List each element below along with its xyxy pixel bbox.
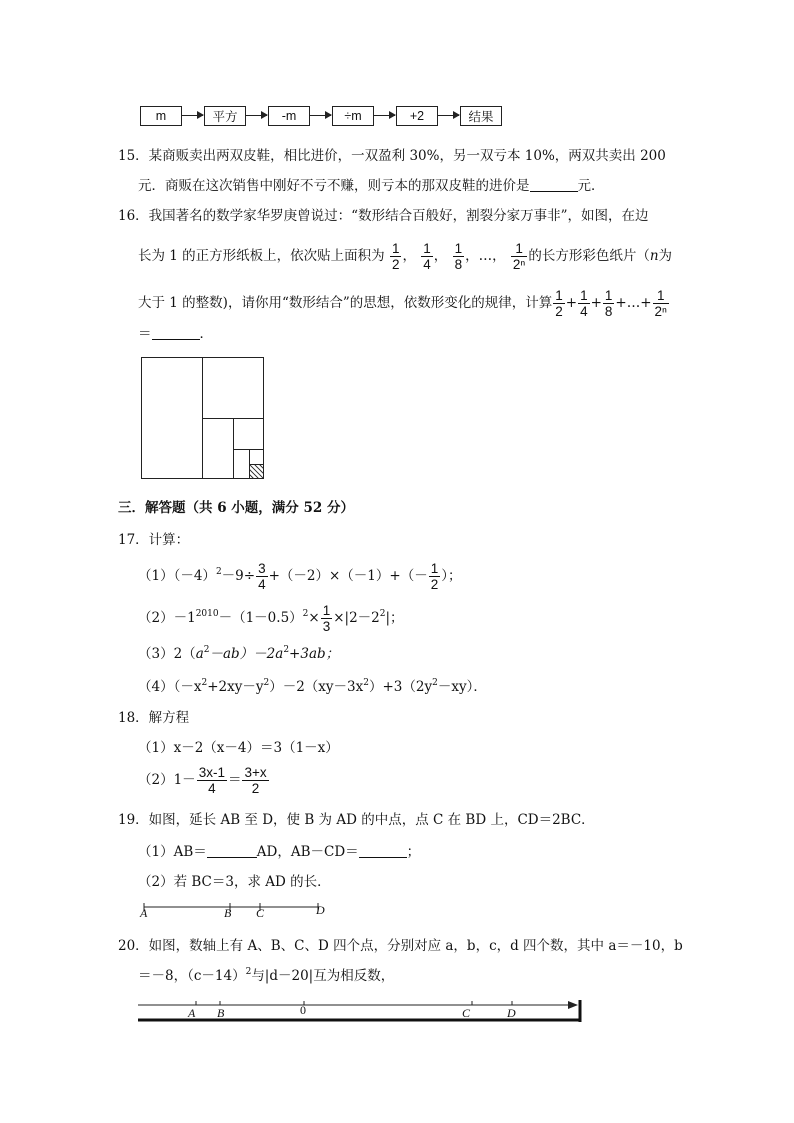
q16-line4: ＝ ． [138, 326, 213, 342]
flow-step-minus-m: -m [268, 106, 310, 126]
q17-part4: $(4)(-x^2+2xy-y^2)-2(xy-3x^2)+3(2y^2-xy)$． [138, 678, 487, 695]
segment-figure [138, 900, 338, 924]
axis-label-d: D [507, 1006, 516, 1020]
flow-arrow [246, 115, 267, 116]
q16-line1: 16．我国著名的数学家华罗庚曾说过：“数形结合百般好，割裂分家万事非”，如图，在边 [118, 208, 649, 224]
flow-step-square: 平方 [204, 106, 246, 126]
point-label-b: B [224, 906, 232, 920]
flow-step-result: 结果 [460, 106, 502, 126]
q15-text-end: 元． [577, 178, 605, 194]
fraction-3-plus-x-over-2: $\frac{3+x}{2}$ [244, 765, 267, 796]
q16-text: 大于 1 的整数)，请你用“数形结合”的思想，依数形变化的规律，计算 [138, 295, 553, 311]
q17-part1: $(1)(-4)^2-9\div$ $\frac{3}{4}$ +（－2）×（－1）+（－ $\frac{1}{2}$ ）； [138, 561, 462, 592]
flow-arrow [310, 115, 331, 116]
fraction-3-4: $\frac{3}{4}$ [258, 561, 266, 592]
flow-step-plus-2: +2 [396, 106, 438, 126]
fraction-1-2n: $\frac{1}{\text{2ⁿ}}$ [512, 241, 526, 272]
axis-label-b: B [217, 1006, 225, 1020]
q15-line2 [138, 176, 605, 196]
axis-label-c: C [462, 1006, 471, 1020]
q15-text: 元．商贩在这次销售中刚好不亏不赚，则亏本的那双皮鞋的进价是 [138, 178, 530, 194]
q16-text: 长为 1 的正方形纸板上，依次贴上面积为 [138, 248, 385, 264]
q19-part2: （2）若 BC＝3，求 AD 的长． [138, 874, 331, 890]
q17-part3: $(3)2(a^2-ab)-2a^2+3ab$； [138, 645, 340, 662]
q20-line1: 20．如图，数轴上有 A、B、C、D 四个点，分别对应 a，b，c，d 四个数，其中 a＝－10，b [118, 938, 683, 954]
q20-line2: ＝－8，$(c-14)^2$与|d－20|互为相反数， [138, 967, 395, 984]
point-label-c: C [256, 906, 265, 920]
q19-blank-2[interactable] [359, 843, 407, 858]
point-label-d: D [316, 903, 325, 917]
q19-line1: 19．如图，延长 AB 至 D，使 B 为 AD 的中点，点 C 在 BD 上，CD＝2BC． [118, 812, 595, 828]
flow-step-divide-m: ÷m [332, 106, 374, 126]
fraction-1-4: $\frac{1}{4}$ [423, 241, 431, 272]
flow-arrow [182, 115, 203, 116]
flow-arrow [374, 115, 395, 116]
q19-part1: （1）AB＝ AD，AB－CD＝ ； [138, 844, 421, 860]
flow-step-m: m [140, 106, 182, 126]
fraction-1-2n: $\frac{1}{\text{2ⁿ}}$ [654, 288, 667, 319]
axis-label-a: A [188, 1006, 196, 1020]
fraction-1-2: $\frac{1}{2}$ [430, 561, 439, 592]
flow-arrow [438, 115, 459, 116]
q16-answer-blank[interactable] [152, 325, 200, 340]
number-line [136, 996, 584, 1026]
q17-part2: $(2)-1^{2010}-(1-0.5)^2\times$ $\frac{1}{3}$ $\times|2-2^2|$； [138, 603, 404, 634]
hatched-square [249, 464, 264, 479]
q18-part2: （2）1－ $\frac{3x-1}{4}$ ＝ $\frac{3+x}{2}$ [138, 765, 267, 796]
fraction-3x-1-over-4: $\frac{3x-1}{4}$ [198, 765, 225, 796]
fraction-1-3: $\frac{1}{3}$ [322, 603, 331, 634]
point-label-a: A [140, 906, 148, 920]
fraction-1-8: $\frac{1}{8}$ [604, 288, 613, 319]
q17-title: 17．计算： [118, 532, 190, 548]
q18-title: 18．解方程 [118, 710, 190, 726]
q16-line2: 长为 1 的正方形纸板上，依次贴上面积为 $\frac{1}{2}$ ， $\frac{1}{4}$ ， $\frac{1}{8}$ ，…， $\frac{1}{\text{2ⁿ}}$ 的长方形彩色纸片（n为 [138, 241, 673, 272]
q18-part1: （1）x－2（x－4）＝3（1－x） [138, 740, 339, 756]
q19-blank-1[interactable] [207, 843, 257, 858]
section-3-heading: 三．解答题（共 6 小题，满分 52 分） [118, 500, 354, 516]
fraction-1-2: $\frac{1}{2}$ [391, 241, 400, 272]
q16-line3: 大于 1 的整数)，请你用“数形结合”的思想，依数形变化的规律，计算 $\frac{1}{2}$ + $\frac{1}{4}$ + $\frac{1}{8}$ +…+ $\frac{1}{\text{2ⁿ}}$ [138, 288, 667, 319]
fraction-1-2: $\frac{1}{2}$ [555, 288, 563, 319]
q15-answer-blank[interactable] [530, 177, 578, 192]
fraction-1-8: $\frac{1}{8}$ [454, 241, 463, 272]
axis-label-zero: 0 [300, 1003, 306, 1017]
q15-line1: 15．某商贩卖出两双皮鞋，相比进价，一双盈利 30%，另一双亏本 10%，两双共卖出 200 [118, 148, 666, 164]
fraction-1-4: $\frac{1}{4}$ [580, 288, 588, 319]
